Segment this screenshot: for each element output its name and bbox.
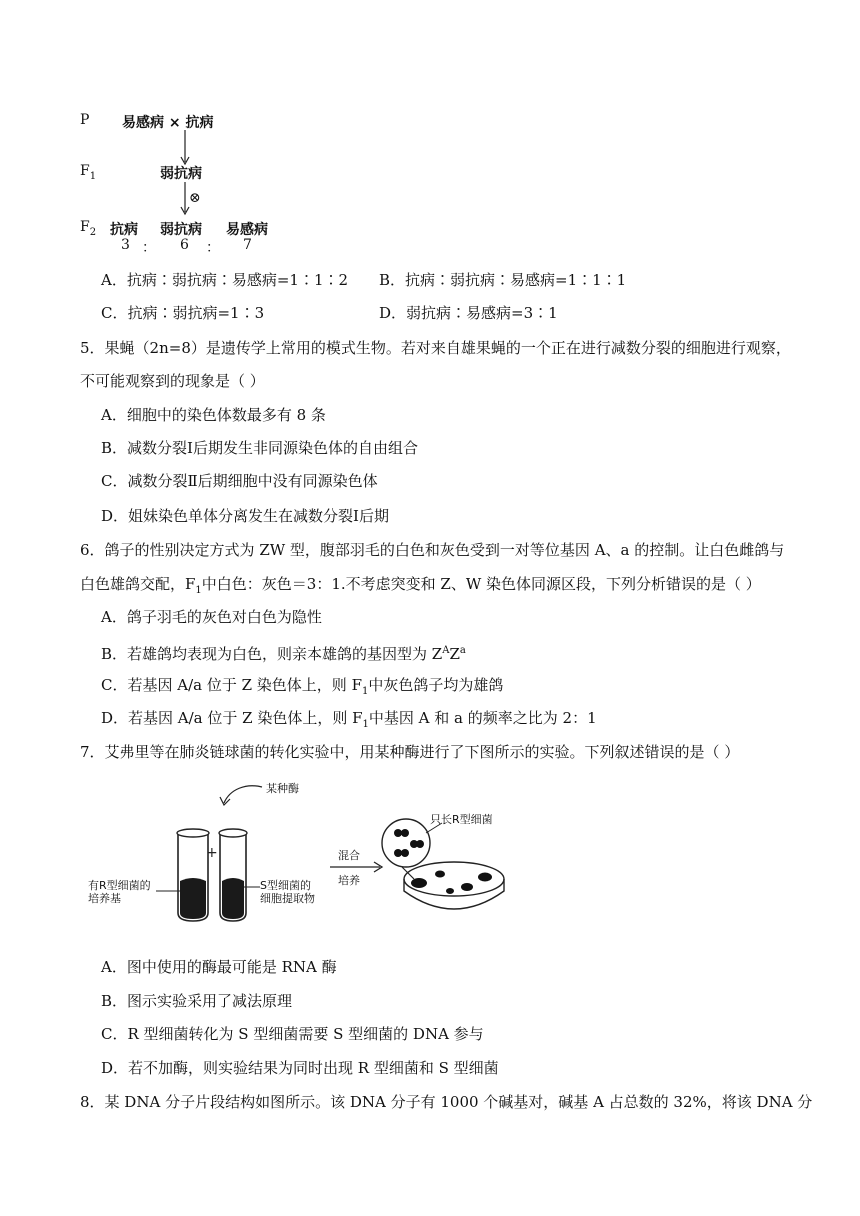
arrow-label-mix: 混合 (338, 849, 360, 862)
f2-phenotype-weak: 弱抗病 (160, 222, 202, 238)
q8-stem: 8．某 DNA 分子片段结构如图所示。该 DNA 分子有 1000 个碱基对，碱基 A 占总数的 32%，将该 DNA 分 (80, 1093, 813, 1111)
q5-option-d: D．姐妹染色单体分离发生在减数分裂Ⅰ后期 (101, 507, 389, 525)
q7-option-d: D．若不加酶，则实验结果为同时出现 R 型细菌和 S 型细菌 (101, 1059, 499, 1077)
q6-option-c: C．若基因 A/a 位于 Z 染色体上，则 $F_1$中灰色鸽子均为雄鸽 (101, 676, 504, 697)
plus-sign: + (206, 845, 218, 861)
arrow-label-culture: 培养 (338, 874, 360, 887)
left-tube-label: 有R型细菌的 培养基 (88, 879, 151, 905)
q5-option-b: B．减数分裂Ⅰ后期发生非同源染色体的自由组合 (101, 439, 418, 457)
f2-ratio-6: 6 (180, 237, 189, 253)
q4-option-a: A．抗病∶弱抗病∶易感病=1∶1∶2 (101, 271, 349, 289)
q7-option-c: C．R 型细菌转化为 S 型细菌需要 S 型细菌的 DNA 参与 (101, 1025, 484, 1043)
p-to-f1-arrow (178, 130, 192, 166)
f2-label: $F_2$ (80, 219, 97, 238)
q5-stem-line2: 不可能观察到的现象是（ ） (80, 372, 265, 390)
q4-option-d: D．弱抗病∶易感病=3∶1 (379, 304, 558, 322)
q5-option-c: C．减数分裂Ⅱ后期细胞中没有同源染色体 (101, 472, 378, 490)
q6-stem-line1: 6．鸽子的性别决定方式为 ZW 型，腹部羽毛的白色和灰色受到一对等位基因 A、a 的控制。让白色雌鸽与 (80, 541, 785, 559)
right-tube-label: S型细菌的 细胞提取物 (260, 879, 315, 905)
dish-label: 只长R型细菌 (430, 813, 493, 826)
q5-stem-line1: 5．果蝇（2n=8）是遗传学上常用的模式生物。若对来自雄果蝇的一个正在进行减数分裂的细胞进行观察， (80, 339, 791, 357)
q7-figure-drawing (80, 775, 520, 935)
q7-option-b: B．图示实验采用了减法原理 (101, 992, 293, 1010)
q7-option-a: A．图中使用的酶最可能是 RNA 酶 (101, 958, 337, 976)
q6-option-b: B．若雄鸽均表现为白色，则亲本雄鸽的基因型为 $Z^AZ^a$ (101, 645, 466, 663)
q4-option-b: B．抗病∶弱抗病∶易感病=1∶1∶1 (379, 271, 627, 289)
q7-stem: 7．艾弗里等在肺炎链球菌的转化实验中，用某种酶进行了下图所示的实验。下列叙述错误的是（ ） (80, 743, 740, 761)
f2-phenotype-susceptible: 易感病 (226, 222, 268, 238)
f2-ratio-3: 3 (121, 237, 130, 253)
q6-option-d: D．若基因 A/a 位于 Z 染色体上，则 $F_1$中基因 A 和 a 的频率之比为 2：1 (101, 709, 597, 730)
p-label: P (80, 112, 90, 128)
q4-option-c: C．抗病∶弱抗病=1∶3 (101, 304, 265, 322)
f2-ratio-colon-1: ： (142, 240, 156, 256)
selfing-symbol: ⊗ (189, 190, 201, 206)
f1-phenotype: 弱抗病 (160, 166, 202, 182)
q7-experiment-figure (80, 775, 520, 935)
enzyme-label: 某种酶 (266, 782, 299, 795)
f2-ratio-colon-2: ： (206, 240, 220, 256)
q6-option-a: A．鸽子羽毛的灰色对白色为隐性 (101, 608, 322, 626)
p-cross: 易感病 × 抗病 (122, 115, 214, 131)
q5-option-a: A．细胞中的染色体数最多有 8 条 (101, 406, 326, 424)
f2-ratio-7: 7 (243, 237, 252, 253)
f1-label: $F_1$ (80, 163, 97, 182)
q6-stem-line2: 白色雄鸽交配，$F_1$中白色：灰色＝3：1.不考虑突变和 Z、W 染色体同源区段，下列分析错误的是（ ） (80, 575, 761, 596)
f2-phenotype-resistant: 抗病 (110, 222, 138, 238)
